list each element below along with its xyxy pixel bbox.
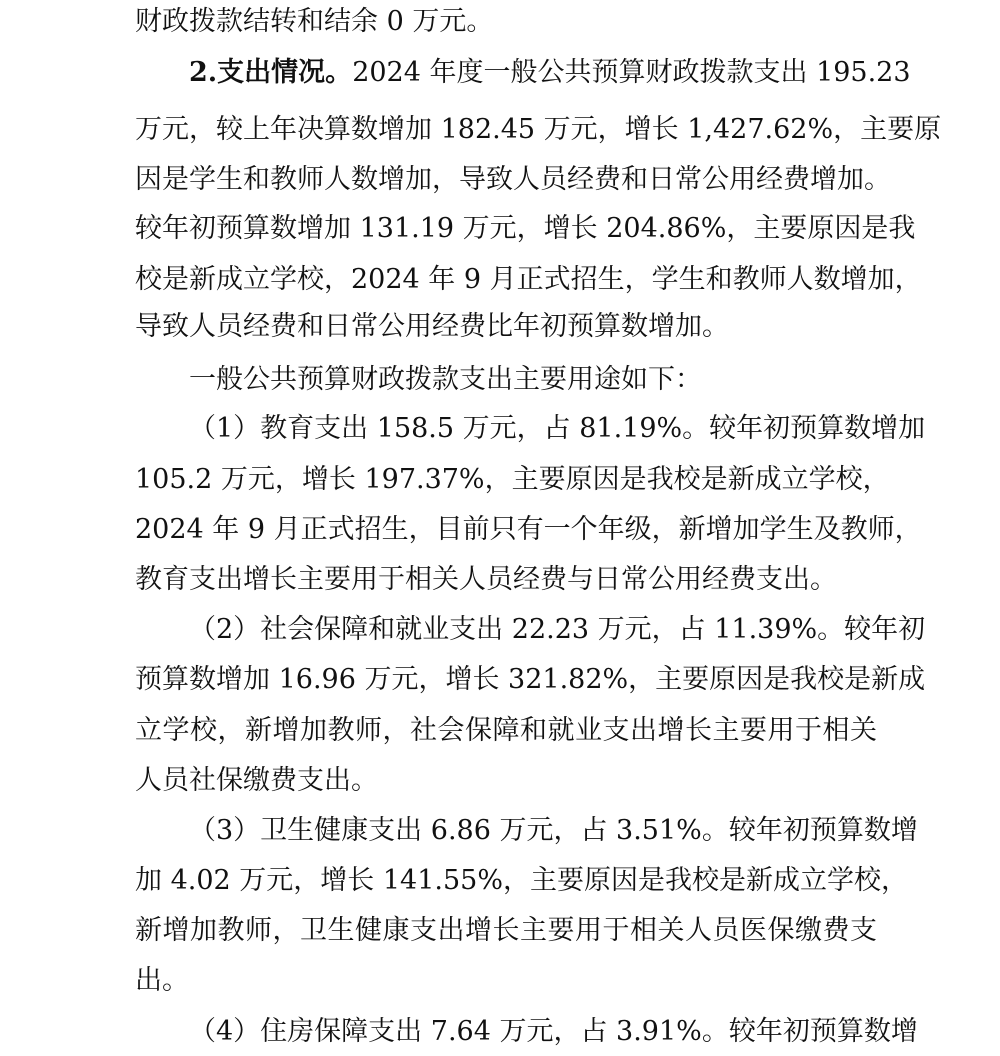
text-line: （3）卫生健康支出 6.86 万元，占 3.51%。较年初预算数增 <box>189 815 918 846</box>
text-line: 出。 <box>135 965 189 996</box>
text-line: 105.2 万元，增长 197.37%，主要原因是我校是新成立学校， <box>135 464 890 495</box>
text-line: 校是新成立学校，2024 年 9 月正式招生，学生和教师人数增加， <box>135 264 922 295</box>
text-line: 教育支出增长主要用于相关人员经费与日常公用经费支出。 <box>135 564 837 595</box>
text-line-content: 2024 年度一般公共预算财政拨款支出 195.23 <box>352 57 911 88</box>
text-line: 万元，较上年决算数增加 182.45 万元，增长 1,427.62%，主要原 <box>135 114 942 145</box>
text-line: 财政拨款结转和结余 0 万元。 <box>135 6 494 37</box>
section-heading: 2.支出情况。 <box>189 57 353 88</box>
text-line: （1）教育支出 158.5 万元，占 81.19%。较年初预算数增加 <box>189 413 926 444</box>
text-line: 因是学生和教师人数增加，导致人员经费和日常公用经费增加。 <box>135 164 891 195</box>
text-line: （4）住房保障支出 7.64 万元，占 3.91%。较年初预算数增 <box>189 1016 918 1047</box>
text-line: 加 4.02 万元，增长 141.55%，主要原因是我校是新成立学校， <box>135 865 908 896</box>
text-line: 人员社保缴费支出。 <box>135 765 378 796</box>
text-line: 预算数增加 16.96 万元，增长 321.82%，主要原因是我校是新成 <box>135 664 926 695</box>
text-line: 导致人员经费和日常公用经费比年初预算数增加。 <box>135 311 729 342</box>
text-line: （2）社会保障和就业支出 22.23 万元，占 11.39%。较年初 <box>189 614 926 645</box>
paragraph-heading-line <box>189 56 911 90</box>
text-line: 2024 年 9 月正式招生，目前只有一个年级，新增加学生及教师， <box>135 514 922 545</box>
text-line: 一般公共预算财政拨款支出主要用途如下： <box>189 364 702 395</box>
text-line: 立学校，新增加教师，社会保障和就业支出增长主要用于相关 <box>135 715 877 746</box>
text-line: 新增加教师，卫生健康支出增长主要用于相关人员医保缴费支 <box>135 915 877 946</box>
text-line: 较年初预算数增加 131.19 万元，增长 204.86%，主要原因是我 <box>135 213 916 244</box>
